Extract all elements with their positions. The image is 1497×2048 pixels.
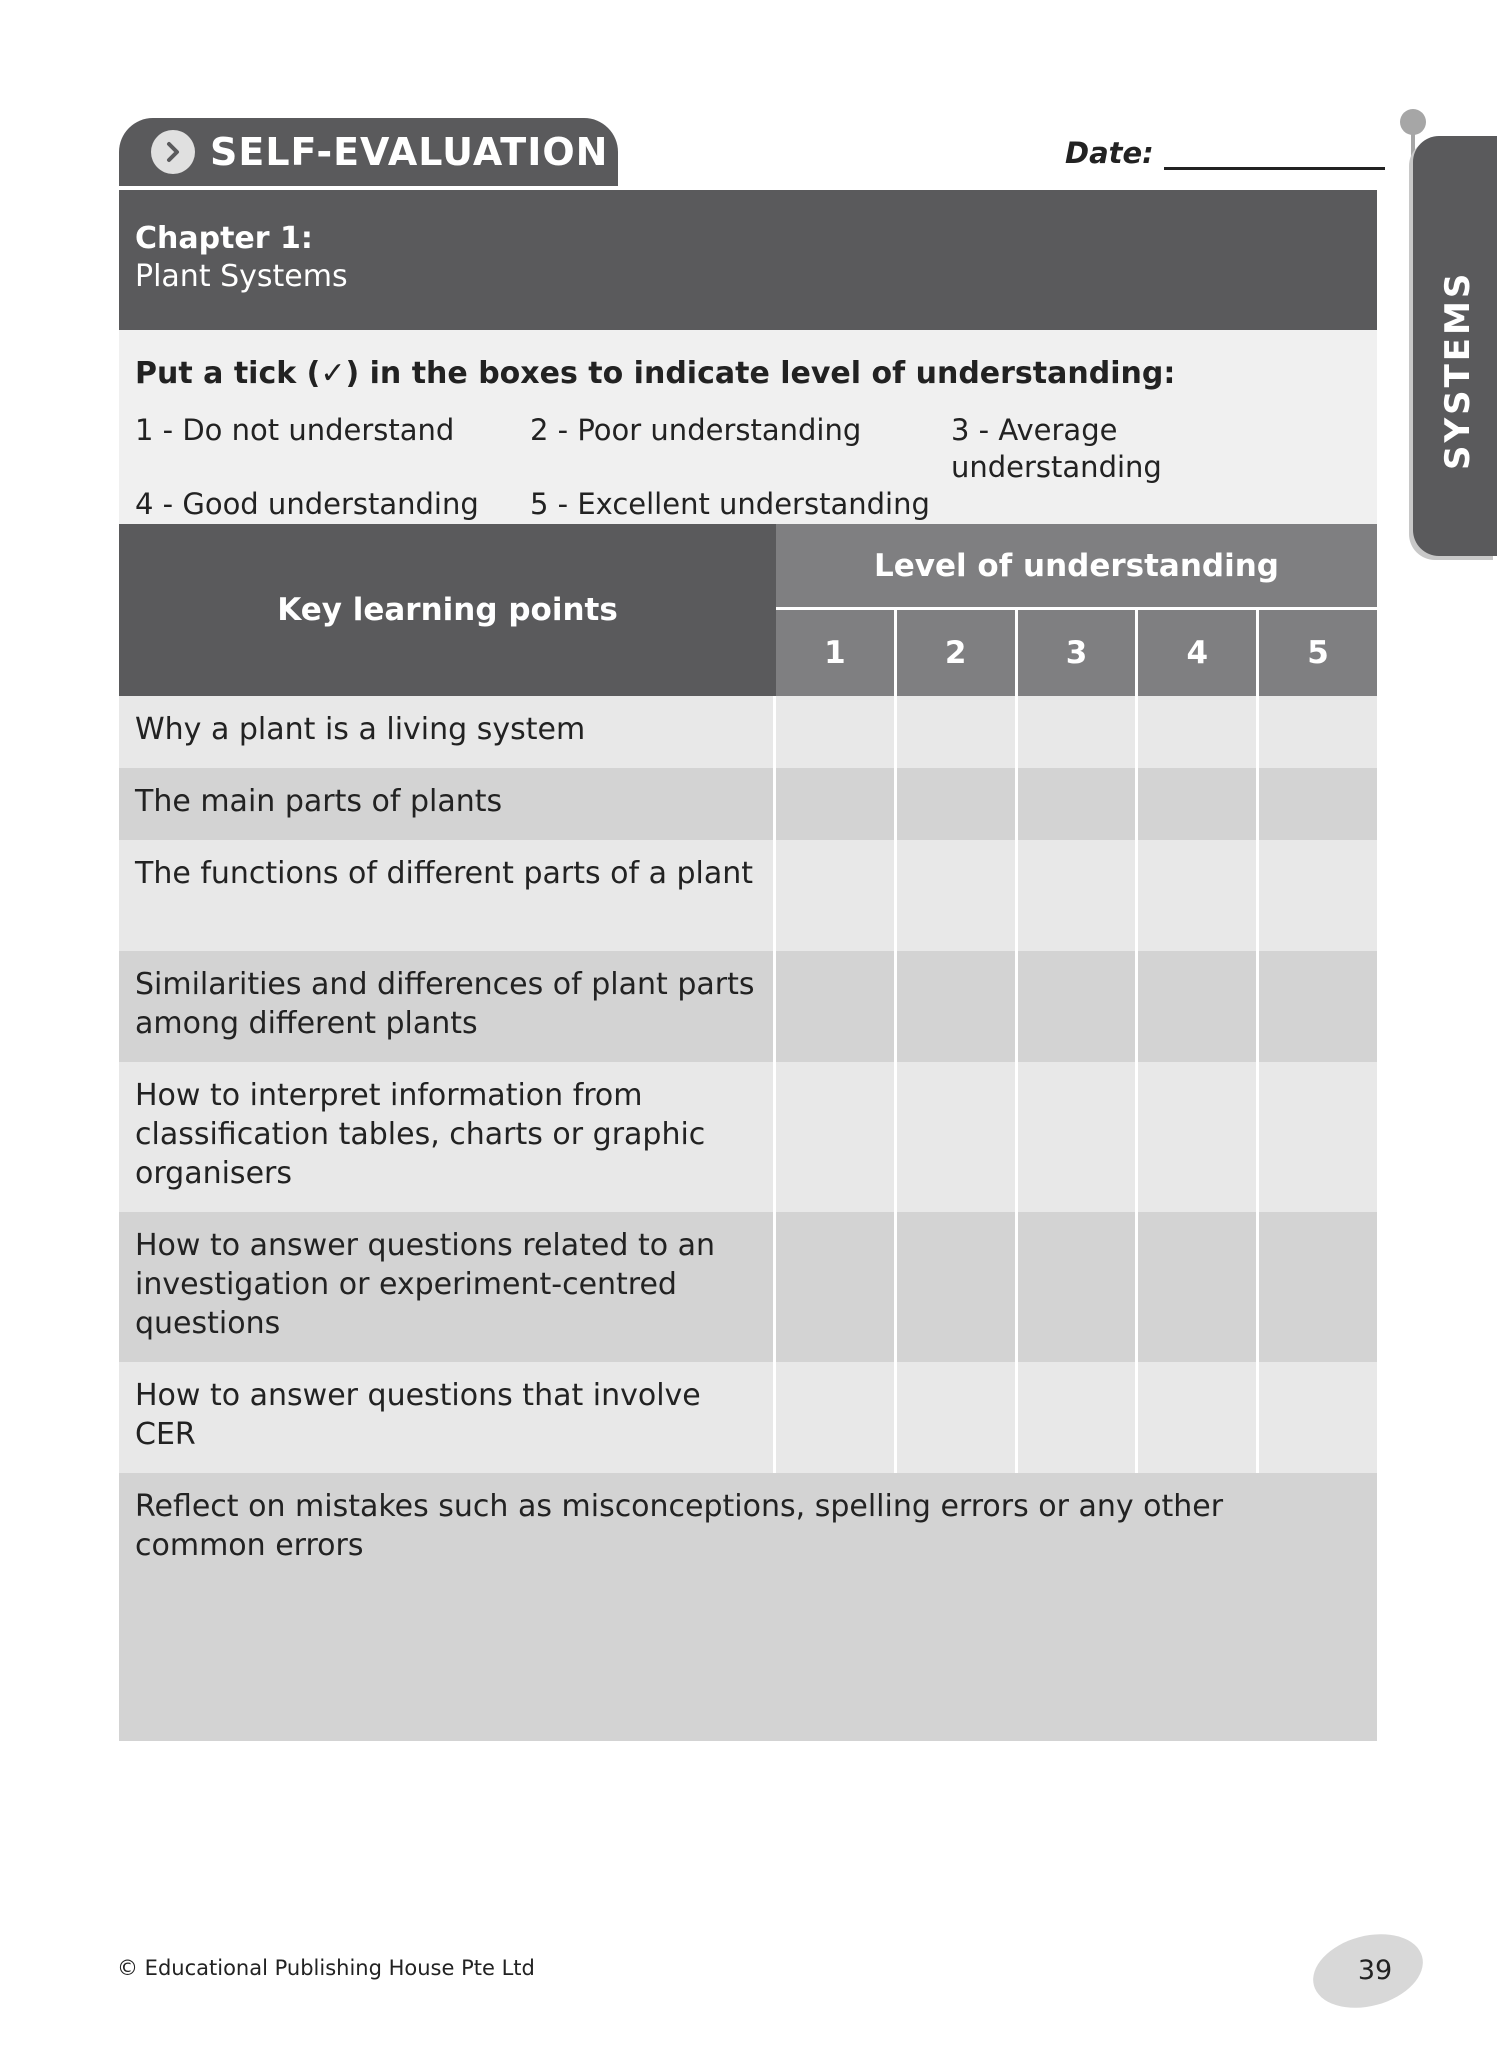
tick-box-2[interactable] [894,840,1015,951]
tick-box-4[interactable] [1135,696,1256,768]
tick-box-2[interactable] [894,1062,1015,1212]
table-row [119,840,1377,951]
level-number: 4 [1135,610,1256,696]
scale-item: 1 - Do not understand [135,413,455,447]
learning-point: Why a plant is a living system [119,696,776,768]
tick-box-3[interactable] [1015,840,1136,951]
tick-box-3[interactable] [1015,696,1136,768]
tick-box-3[interactable] [1015,1212,1136,1362]
table-header [119,524,1377,696]
date-field [1065,136,1385,170]
tick-box-2[interactable] [894,1362,1015,1473]
scale-item: 4 - Good understanding [135,487,479,521]
tick-box-3[interactable] [1015,768,1136,840]
tick-box-4[interactable] [1135,1212,1256,1362]
tick-box-5[interactable] [1256,696,1377,768]
level-number: 1 [824,635,846,671]
chapter-label: Chapter 1: [135,221,313,256]
tick-box-3[interactable] [1015,951,1136,1062]
tick-box-2[interactable] [894,951,1015,1062]
page-number: 39 [1357,1955,1393,1986]
tick-box-4[interactable] [1135,1362,1256,1473]
chapter-name: Plant Systems [135,259,348,294]
side-tab-label: SYSTEMS [1438,270,1478,470]
tick-box-4[interactable] [1135,1062,1256,1212]
tick-box-4[interactable] [1135,840,1256,951]
scale-item: 3 - Average understanding [951,413,1162,484]
tick-box-2[interactable] [894,696,1015,768]
tick-box-1[interactable] [776,1062,894,1212]
tick-box-1[interactable] [776,1362,894,1473]
instructions-block [119,330,1377,524]
learning-point: How to interpret information from classification tables, charts or graphic organisers [119,1062,776,1212]
table-row [119,768,1377,840]
tick-box-5[interactable] [1256,840,1377,951]
level-numbers [776,610,1377,696]
reflection-prompt: Reflect on mistakes such as misconceptions, spelling errors or any other common errors [135,1489,1224,1563]
tick-box-4[interactable] [1135,768,1256,840]
tick-box-1[interactable] [776,696,894,768]
tick-box-1[interactable] [776,840,894,951]
tick-box-1[interactable] [776,951,894,1062]
page-title: SELF-EVALUATION [210,130,609,174]
date-blank-line[interactable] [1164,140,1385,170]
level-number: 2 [894,610,1015,696]
date-label: Date: [1065,136,1154,170]
key-points-header: Key learning points [119,524,776,696]
tick-box-5[interactable] [1256,1362,1377,1473]
table-row [119,1062,1377,1212]
table-row [119,1362,1377,1473]
tick-box-2[interactable] [894,768,1015,840]
tick-box-1[interactable] [776,1212,894,1362]
scale-item: 5 - Excellent understanding [530,487,930,521]
table-row [119,696,1377,768]
level-header-group [776,524,1377,696]
chevron-right-icon [151,130,195,174]
learning-point: How to answer questions that involve CER [119,1362,776,1473]
reflection-area[interactable] [119,1473,1377,1741]
self-evaluation-table [119,524,1377,1741]
tick-box-5[interactable] [1256,1062,1377,1212]
instructions-title: Put a tick (✓) in the boxes to indicate level of understanding: [135,356,1176,391]
tick-box-5[interactable] [1256,951,1377,1062]
scale-item: 2 - Poor understanding [530,413,862,447]
tick-box-5[interactable] [1256,1212,1377,1362]
tick-box-1[interactable] [776,768,894,840]
tick-box-3[interactable] [1015,1062,1136,1212]
learning-point: How to answer questions related to an investigation or experiment-centred questions [119,1212,776,1362]
level-number: 3 [1015,610,1136,696]
section-header-tab [119,118,618,186]
learning-point: The functions of different parts of a plant [119,840,776,951]
level-number: 5 [1256,610,1377,696]
tick-box-4[interactable] [1135,951,1256,1062]
copyright-notice: © Educational Publishing House Pte Ltd [117,1956,535,1980]
tick-box-2[interactable] [894,1212,1015,1362]
table-row [119,951,1377,1062]
understanding-scale [135,412,1361,523]
chapter-block [119,190,1377,330]
tick-box-5[interactable] [1256,768,1377,840]
learning-point: Similarities and differences of plant parts among different plants [119,951,776,1062]
table-row [119,1212,1377,1362]
level-header: Level of understanding [776,524,1377,610]
side-tab-dot [1400,109,1426,135]
tick-box-3[interactable] [1015,1362,1136,1473]
learning-point: The main parts of plants [119,768,776,840]
